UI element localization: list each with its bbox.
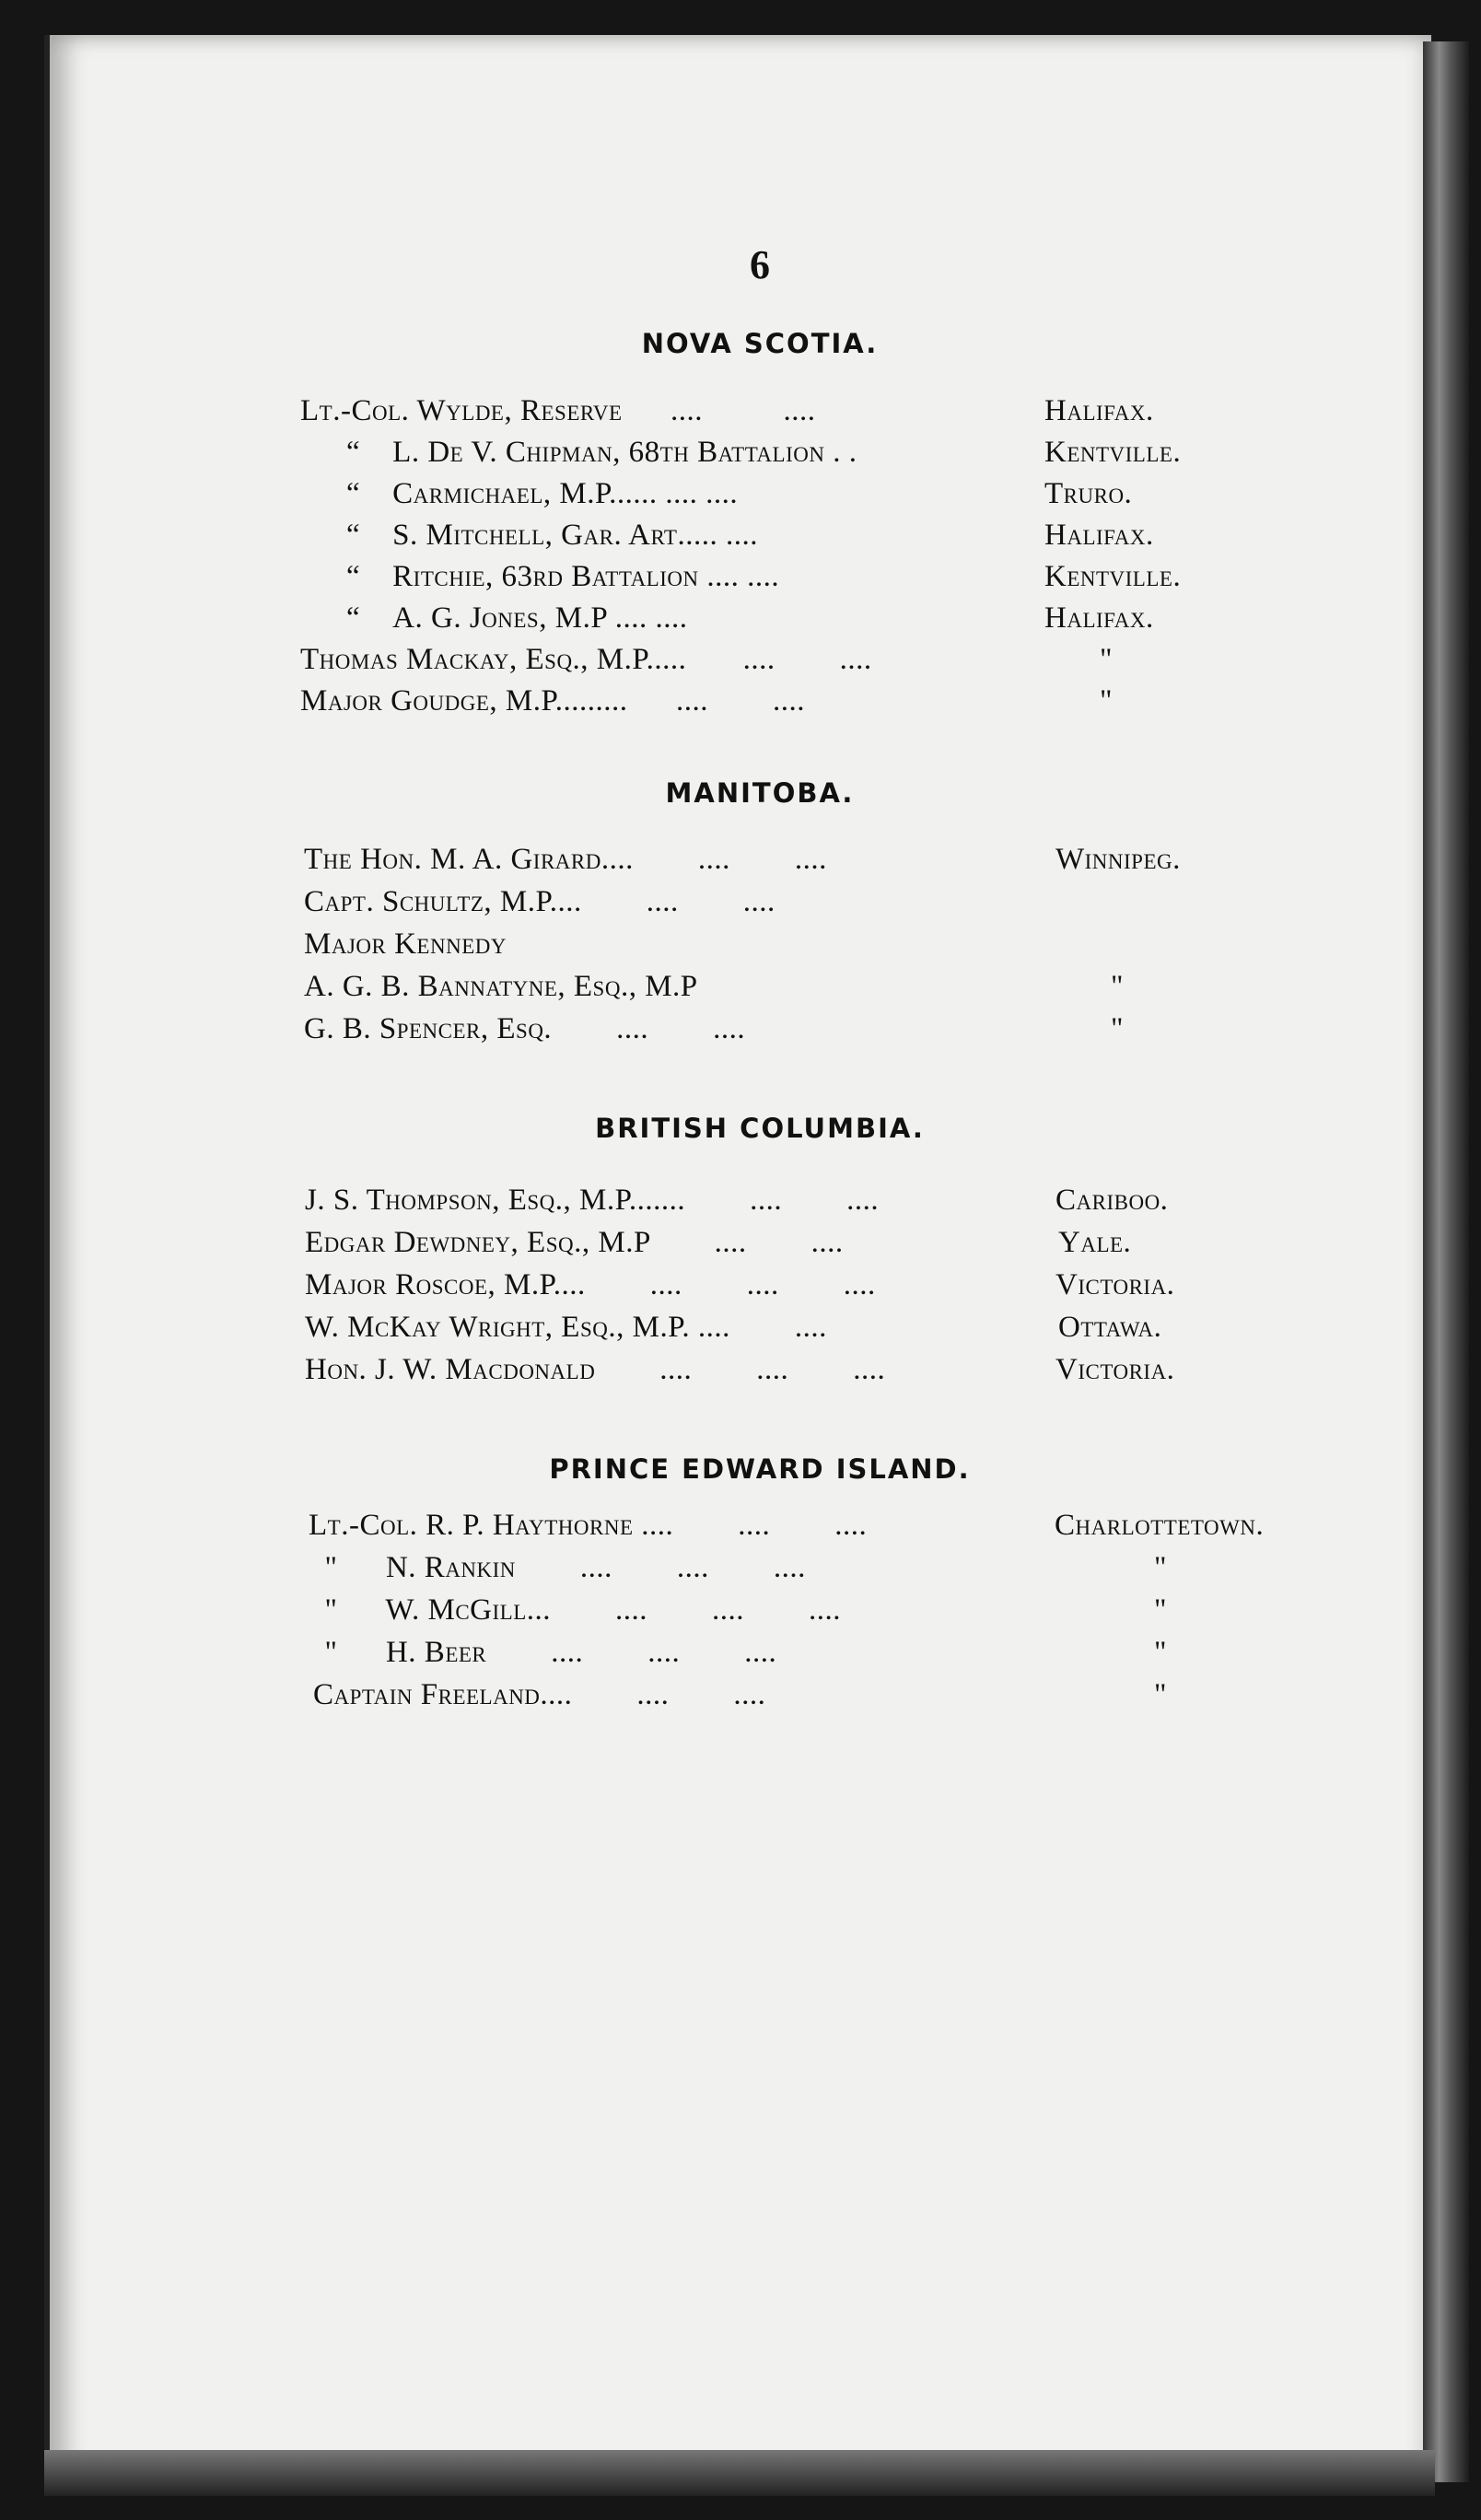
entry-row [300, 394, 1221, 435]
entry-place: Cariboo. [1055, 1184, 1169, 1217]
entry-place: " [1154, 1593, 1167, 1627]
entry-name: J. S. Thompson, Esq., M.P....... .... .... [305, 1184, 880, 1217]
entry-row [300, 643, 1221, 683]
entry-place: Halifax. [1044, 601, 1154, 635]
section-title-nova-scotia: NOVA SCOTIA. [641, 328, 879, 359]
entry-place: " [1154, 1551, 1167, 1584]
entry-name: G. B. Spencer, Esq. .... .... [304, 1012, 746, 1045]
page-number: 6 [750, 242, 770, 287]
entry-name: A. G. B. Bannatyne, Esq., M.P [304, 970, 698, 1003]
entry-row [300, 477, 1221, 518]
entry-name: " W. McGill... .... .... .... [309, 1593, 842, 1627]
entry-place: Kentville. [1044, 560, 1182, 593]
entry-place: " [1154, 1678, 1167, 1711]
entry-place: " [1111, 1012, 1124, 1045]
section-title-manitoba: MANITOBA. [665, 777, 855, 809]
entry-place: Charlottetown. [1055, 1509, 1265, 1542]
entry-name: Major Roscoe, M.P.... .... .... .... [305, 1268, 876, 1301]
entry-row [309, 1593, 1285, 1634]
entry-name: Capt. Schultz, M.P.... .... .... [304, 885, 775, 918]
entry-name: “ S. Mitchell, Gar. Art..... .... [346, 519, 758, 552]
entry-row [305, 1311, 1281, 1351]
entry-place: Winnipeg. [1055, 843, 1181, 876]
entry-name: Lt.-Col. Wylde, Reserve .... .... [300, 394, 816, 427]
entry-name: “ A. G. Jones, M.P .... .... [346, 601, 688, 635]
entry-place: Victoria. [1055, 1268, 1175, 1301]
page-bottom-shadow [44, 2450, 1435, 2496]
entry-place: " [1100, 643, 1113, 676]
entry-row [300, 519, 1221, 559]
entry-row [309, 1636, 1285, 1676]
entry-name: Captain Freeland.... .... .... [313, 1678, 766, 1711]
entry-row [300, 560, 1221, 601]
section-title-british-columbia: BRITISH COLUMBIA. [595, 1113, 925, 1144]
entry-row [313, 1678, 1289, 1719]
entry-row [305, 1353, 1281, 1394]
entry-row [305, 1268, 1281, 1309]
entry-row [300, 601, 1221, 642]
entry-name: Thomas Mackay, Esq., M.P..... .... .... [300, 643, 872, 676]
entry-row [304, 970, 1225, 1010]
entry-name: Major Kennedy [304, 928, 507, 961]
entry-name: “ Ritchie, 63rd Battalion .... .... [346, 560, 780, 593]
entry-name: “ Carmichael, M.P...... .... .... [346, 477, 739, 510]
entry-name: “ L. De V. Chipman, 68th Battalion . . [346, 436, 857, 469]
entry-place: Halifax. [1044, 519, 1154, 552]
page-edge [1423, 41, 1469, 2482]
section-title-prince-edward-island: PRINCE EDWARD ISLAND. [549, 1453, 971, 1485]
entry-row [309, 1509, 1285, 1549]
entry-name: Edgar Dewdney, Esq., M.P .... .... [305, 1226, 844, 1259]
entry-place: Yale. [1058, 1226, 1132, 1259]
entry-row [304, 1012, 1225, 1053]
entry-place: Victoria. [1055, 1353, 1175, 1386]
entry-place: " [1111, 970, 1124, 1003]
entry-place: Kentville. [1044, 436, 1182, 469]
entry-name: The Hon. M. A. Girard.... .... .... [304, 843, 827, 876]
entry-row [304, 885, 1225, 926]
entry-row [304, 928, 1225, 968]
entry-name: " N. Rankin .... .... .... [309, 1551, 806, 1584]
entry-name: Lt.-Col. R. P. Haythorne .... .... .... [309, 1509, 868, 1542]
entry-row [305, 1226, 1281, 1266]
entry-name: W. McKay Wright, Esq., M.P. .... .... [305, 1311, 827, 1344]
entry-place: " [1154, 1636, 1167, 1669]
entry-place: Truro. [1044, 477, 1133, 510]
entry-name: " H. Beer .... .... .... [309, 1636, 777, 1669]
entry-row [300, 436, 1221, 476]
entry-name: Major Goudge, M.P......... .... .... [300, 684, 805, 718]
entry-row [304, 843, 1225, 883]
entry-place: Ottawa. [1058, 1311, 1162, 1344]
entry-name: Hon. J. W. Macdonald .... .... .... [305, 1353, 886, 1386]
entry-row [300, 684, 1221, 725]
entry-row [305, 1184, 1281, 1224]
entry-place: " [1100, 684, 1113, 718]
entry-row [309, 1551, 1285, 1592]
entry-place: Halifax. [1044, 394, 1154, 427]
